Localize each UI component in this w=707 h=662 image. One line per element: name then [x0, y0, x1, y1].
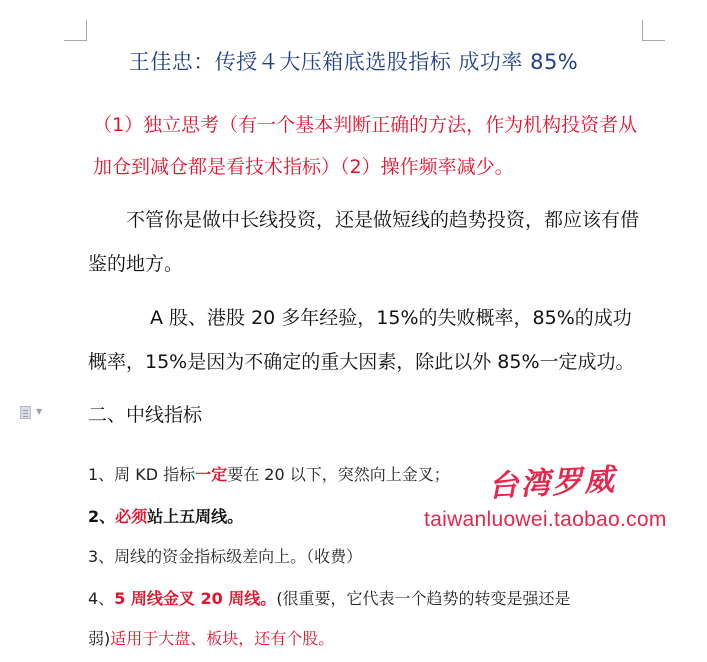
list-item-1-text-a: 1、周 KD 指标: [88, 465, 196, 484]
list-item-3: 3、周线的资金指标级差向上。（收费）: [88, 547, 363, 566]
list-item-2: [88, 504, 243, 527]
chevron-down-icon[interactable]: ▼: [36, 407, 43, 416]
list-item-4-emphasis-2: 适用于大盘、板块，还有个股。: [110, 629, 335, 648]
document-title: 王佳忠：传授４大压箱底选股指标 成功率 85%: [128, 50, 579, 74]
body-paragraph-2: A 股、港股 20 多年经验，15%的失败概率，85%的成功概率，15%是因为不确定的重大因素，除此以外 85%一定成功。: [88, 307, 635, 373]
document-icon[interactable]: [20, 406, 31, 419]
page-corner-mark-right: [642, 20, 665, 41]
list-item-2-emphasis: 必须: [115, 507, 148, 526]
list-item-4-emphasis: 5 周线金叉 20 周线。: [114, 589, 277, 608]
list-item-1-text-b: 要在 20 以下，突然向上金叉；: [227, 465, 450, 484]
list-item-4-text-b: (很重要，它代表一个趋势的转变是强还是: [276, 589, 571, 608]
list-item-4-text-a: 4、: [88, 589, 115, 608]
list-item-4: [88, 586, 571, 609]
list-item-2-text-b: 站上五周线。: [147, 507, 244, 526]
section-heading: 二、中线指标: [88, 404, 203, 426]
body-paragraph-1: 不管你是做中长线投资，还是做短线的趋势投资，都应该有借鉴的地方。: [88, 209, 640, 275]
list-item-1: [88, 462, 450, 485]
watermark-url: taiwanluowei.taobao.com: [424, 508, 667, 531]
list-item-1-emphasis: 一定: [195, 465, 228, 484]
red-paragraph: （1）独立思考（有一个基本判断正确的方法，作为机构投资者从加仓到减仓都是看技术指标）（2）操作频率减少。: [93, 114, 638, 178]
list-item-4-continuation: [88, 626, 334, 649]
list-item-2-text-a: 2、: [88, 507, 116, 526]
watermark-chinese: 台湾罗威: [487, 462, 618, 505]
page-corner-mark-left: [64, 20, 87, 41]
list-item-4-text-c: 弱): [88, 629, 111, 648]
